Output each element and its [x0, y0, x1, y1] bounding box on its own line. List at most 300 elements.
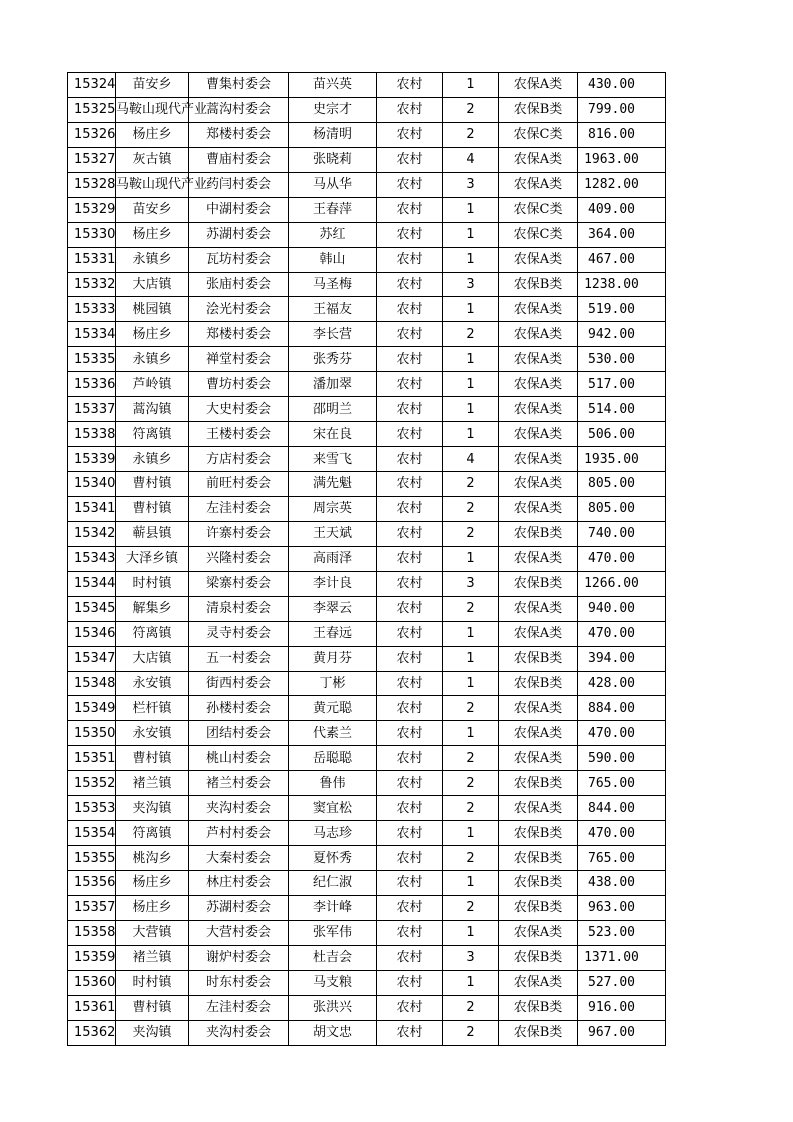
person-name-cell: 苗兴英 — [289, 73, 377, 98]
household-type-cell: 农村 — [377, 771, 443, 796]
member-count-cell: 2 — [443, 846, 499, 871]
village-committee-cell: 药闫村委会 — [189, 172, 289, 197]
record-id-cell: 15341 — [68, 496, 116, 521]
table-row — [68, 721, 666, 746]
member-count-cell: 1 — [443, 646, 499, 671]
insurance-category-cell: 农保A类 — [499, 796, 578, 821]
township-cell: 永安镇 — [116, 721, 189, 746]
table-row — [68, 496, 666, 521]
record-id-cell: 15351 — [68, 746, 116, 771]
household-type-cell: 农村 — [377, 895, 443, 920]
table-row — [68, 197, 666, 222]
household-type-cell: 农村 — [377, 73, 443, 98]
person-name-cell: 丁彬 — [289, 671, 377, 696]
amount-cell: 805.00 — [578, 472, 666, 497]
person-name-cell: 宋在良 — [289, 422, 377, 447]
township-cell: 曹村镇 — [116, 746, 189, 771]
amount-cell: 428.00 — [578, 671, 666, 696]
village-committee-cell: 蒿沟村委会 — [189, 97, 289, 122]
amount-cell: 523.00 — [578, 920, 666, 945]
table-row — [68, 297, 666, 322]
table-row — [68, 347, 666, 372]
township-cell: 永镇乡 — [116, 347, 189, 372]
village-committee-cell: 谢炉村委会 — [189, 945, 289, 970]
household-type-cell: 农村 — [377, 422, 443, 447]
record-id-cell: 15353 — [68, 796, 116, 821]
member-count-cell: 2 — [443, 97, 499, 122]
member-count-cell: 1 — [443, 247, 499, 272]
household-type-cell: 农村 — [377, 397, 443, 422]
table-row — [68, 73, 666, 98]
record-id-cell: 15350 — [68, 721, 116, 746]
insurance-category-cell: 农保C类 — [499, 197, 578, 222]
household-type-cell: 农村 — [377, 521, 443, 546]
insurance-category-cell: 农保A类 — [499, 496, 578, 521]
household-type-cell: 农村 — [377, 197, 443, 222]
village-committee-cell: 王楼村委会 — [189, 422, 289, 447]
person-name-cell: 张秀芬 — [289, 347, 377, 372]
record-id-cell: 15327 — [68, 147, 116, 172]
household-type-cell: 农村 — [377, 472, 443, 497]
table-row — [68, 247, 666, 272]
person-name-cell: 胡文忠 — [289, 1020, 377, 1045]
insurance-category-cell: 农保C类 — [499, 222, 578, 247]
insurance-category-cell: 农保B类 — [499, 521, 578, 546]
member-count-cell: 2 — [443, 521, 499, 546]
amount-cell: 430.00 — [578, 73, 666, 98]
record-id-cell: 15349 — [68, 696, 116, 721]
household-type-cell: 农村 — [377, 871, 443, 896]
table-row — [68, 771, 666, 796]
record-id-cell: 15334 — [68, 322, 116, 347]
person-name-cell: 马支粮 — [289, 970, 377, 995]
table-row — [68, 172, 666, 197]
person-name-cell: 李翠云 — [289, 596, 377, 621]
household-type-cell: 农村 — [377, 447, 443, 472]
village-committee-cell: 芦村村委会 — [189, 821, 289, 846]
record-id-cell: 15346 — [68, 621, 116, 646]
person-name-cell: 张军伟 — [289, 920, 377, 945]
village-committee-cell: 桃山村委会 — [189, 746, 289, 771]
person-name-cell: 马圣梅 — [289, 272, 377, 297]
insurance-category-cell: 农保A类 — [499, 596, 578, 621]
record-id-cell: 15332 — [68, 272, 116, 297]
person-name-cell: 史宗才 — [289, 97, 377, 122]
member-count-cell: 4 — [443, 447, 499, 472]
insurance-category-cell: 农保A类 — [499, 172, 578, 197]
township-cell: 符离镇 — [116, 621, 189, 646]
township-cell: 符离镇 — [116, 821, 189, 846]
township-cell: 芦岭镇 — [116, 372, 189, 397]
person-name-cell: 邵明兰 — [289, 397, 377, 422]
member-count-cell: 4 — [443, 147, 499, 172]
household-type-cell: 农村 — [377, 222, 443, 247]
record-id-cell: 15326 — [68, 122, 116, 147]
table-row — [68, 746, 666, 771]
record-id-cell: 15362 — [68, 1020, 116, 1045]
amount-cell: 527.00 — [578, 970, 666, 995]
household-type-cell: 农村 — [377, 945, 443, 970]
member-count-cell: 1 — [443, 546, 499, 571]
table-row — [68, 222, 666, 247]
insurance-category-cell: 农保A类 — [499, 247, 578, 272]
township-cell: 桃沟乡 — [116, 846, 189, 871]
table-row — [68, 821, 666, 846]
village-committee-cell: 许寨村委会 — [189, 521, 289, 546]
table-row — [68, 621, 666, 646]
insurance-category-cell: 农保B类 — [499, 771, 578, 796]
township-cell: 褚兰镇 — [116, 945, 189, 970]
village-committee-cell: 左洼村委会 — [189, 995, 289, 1020]
township-cell: 灰古镇 — [116, 147, 189, 172]
township-cell: 大营镇 — [116, 920, 189, 945]
township-cell: 桃园镇 — [116, 297, 189, 322]
village-committee-cell: 团结村委会 — [189, 721, 289, 746]
record-id-cell: 15335 — [68, 347, 116, 372]
township-cell: 夹沟镇 — [116, 1020, 189, 1045]
township-cell: 永镇乡 — [116, 247, 189, 272]
insurance-category-cell: 农保A类 — [499, 472, 578, 497]
amount-cell: 1282.00 — [578, 172, 666, 197]
member-count-cell: 1 — [443, 297, 499, 322]
person-name-cell: 李长营 — [289, 322, 377, 347]
household-type-cell: 农村 — [377, 970, 443, 995]
person-name-cell: 杨清明 — [289, 122, 377, 147]
household-type-cell: 农村 — [377, 122, 443, 147]
table-row — [68, 422, 666, 447]
record-id-cell: 15357 — [68, 895, 116, 920]
insurance-category-cell: 农保B类 — [499, 945, 578, 970]
insurance-category-cell: 农保B类 — [499, 846, 578, 871]
household-type-cell: 农村 — [377, 272, 443, 297]
amount-cell: 884.00 — [578, 696, 666, 721]
record-id-cell: 15336 — [68, 372, 116, 397]
table-row — [68, 397, 666, 422]
amount-cell: 438.00 — [578, 871, 666, 896]
village-committee-cell: 五一村委会 — [189, 646, 289, 671]
record-id-cell: 15352 — [68, 771, 116, 796]
member-count-cell: 2 — [443, 771, 499, 796]
household-type-cell: 农村 — [377, 322, 443, 347]
person-name-cell: 周宗英 — [289, 496, 377, 521]
insurance-category-cell: 农保B类 — [499, 895, 578, 920]
township-cell: 苗安乡 — [116, 197, 189, 222]
insurance-category-cell: 农保A类 — [499, 746, 578, 771]
record-id-cell: 15328 — [68, 172, 116, 197]
amount-cell: 740.00 — [578, 521, 666, 546]
township-cell: 夹沟镇 — [116, 796, 189, 821]
record-id-cell: 15361 — [68, 995, 116, 1020]
amount-cell: 765.00 — [578, 771, 666, 796]
household-type-cell: 农村 — [377, 97, 443, 122]
record-id-cell: 15347 — [68, 646, 116, 671]
insurance-category-cell: 农保A类 — [499, 397, 578, 422]
village-committee-cell: 梁寨村委会 — [189, 571, 289, 596]
table-row — [68, 447, 666, 472]
member-count-cell: 1 — [443, 970, 499, 995]
village-committee-cell: 禅堂村委会 — [189, 347, 289, 372]
member-count-cell: 2 — [443, 472, 499, 497]
member-count-cell: 3 — [443, 571, 499, 596]
household-type-cell: 农村 — [377, 147, 443, 172]
village-committee-cell: 灵寺村委会 — [189, 621, 289, 646]
household-type-cell: 农村 — [377, 1020, 443, 1045]
insurance-category-cell: 农保A类 — [499, 73, 578, 98]
insurance-category-cell: 农保B类 — [499, 272, 578, 297]
insurance-category-cell: 农保A类 — [499, 147, 578, 172]
table-row — [68, 546, 666, 571]
insurance-category-cell: 农保A类 — [499, 621, 578, 646]
member-count-cell: 2 — [443, 596, 499, 621]
record-id-cell: 15344 — [68, 571, 116, 596]
insurance-category-cell: 农保A类 — [499, 696, 578, 721]
household-type-cell: 农村 — [377, 746, 443, 771]
village-committee-cell: 曹集村委会 — [189, 73, 289, 98]
township-cell: 曹村镇 — [116, 995, 189, 1020]
record-id-cell: 15342 — [68, 521, 116, 546]
record-id-cell: 15339 — [68, 447, 116, 472]
insurance-category-cell: 农保B类 — [499, 646, 578, 671]
township-cell: 时村镇 — [116, 970, 189, 995]
household-type-cell: 农村 — [377, 621, 443, 646]
township-cell: 曹村镇 — [116, 496, 189, 521]
village-committee-cell: 中湖村委会 — [189, 197, 289, 222]
amount-cell: 470.00 — [578, 621, 666, 646]
township-cell: 杨庄乡 — [116, 895, 189, 920]
household-type-cell: 农村 — [377, 571, 443, 596]
amount-cell: 765.00 — [578, 846, 666, 871]
amount-cell: 967.00 — [578, 1020, 666, 1045]
household-type-cell: 农村 — [377, 846, 443, 871]
household-type-cell: 农村 — [377, 372, 443, 397]
record-id-cell: 15354 — [68, 821, 116, 846]
amount-cell: 530.00 — [578, 347, 666, 372]
member-count-cell: 1 — [443, 671, 499, 696]
table-row — [68, 322, 666, 347]
table-row — [68, 970, 666, 995]
household-type-cell: 农村 — [377, 596, 443, 621]
person-name-cell: 岳聪聪 — [289, 746, 377, 771]
member-count-cell: 2 — [443, 496, 499, 521]
person-name-cell: 黄月芬 — [289, 646, 377, 671]
record-id-cell: 15355 — [68, 846, 116, 871]
township-cell: 永镇乡 — [116, 447, 189, 472]
amount-cell: 1371.00 — [578, 945, 666, 970]
village-committee-cell: 夹沟村委会 — [189, 1020, 289, 1045]
person-name-cell: 鲁伟 — [289, 771, 377, 796]
amount-cell: 470.00 — [578, 821, 666, 846]
amount-cell: 394.00 — [578, 646, 666, 671]
insurance-category-cell: 农保B类 — [499, 995, 578, 1020]
table-row — [68, 596, 666, 621]
insurance-category-cell: 农保A类 — [499, 422, 578, 447]
village-committee-cell: 瓦坊村委会 — [189, 247, 289, 272]
township-cell: 苗安乡 — [116, 73, 189, 98]
record-id-cell: 15358 — [68, 920, 116, 945]
record-id-cell: 15360 — [68, 970, 116, 995]
village-committee-cell: 兴隆村委会 — [189, 546, 289, 571]
record-id-cell: 15325 — [68, 97, 116, 122]
amount-cell: 942.00 — [578, 322, 666, 347]
village-committee-cell: 苏湖村委会 — [189, 895, 289, 920]
household-type-cell: 农村 — [377, 247, 443, 272]
table-row — [68, 646, 666, 671]
table-row — [68, 671, 666, 696]
household-type-cell: 农村 — [377, 920, 443, 945]
person-name-cell: 代素兰 — [289, 721, 377, 746]
person-name-cell: 潘加翠 — [289, 372, 377, 397]
person-name-cell: 满先魁 — [289, 472, 377, 497]
member-count-cell: 1 — [443, 372, 499, 397]
township-cell: 马鞍山现代产业 — [116, 172, 189, 197]
person-name-cell: 王福友 — [289, 297, 377, 322]
person-name-cell: 窦宜松 — [289, 796, 377, 821]
insurance-category-cell: 农保A类 — [499, 920, 578, 945]
person-name-cell: 纪仁淑 — [289, 871, 377, 896]
member-count-cell: 2 — [443, 895, 499, 920]
township-cell: 大店镇 — [116, 272, 189, 297]
township-cell: 时村镇 — [116, 571, 189, 596]
insurance-category-cell: 农保B类 — [499, 671, 578, 696]
person-name-cell: 张洪兴 — [289, 995, 377, 1020]
record-id-cell: 15338 — [68, 422, 116, 447]
person-name-cell: 韩山 — [289, 247, 377, 272]
person-name-cell: 马从华 — [289, 172, 377, 197]
amount-cell: 1935.00 — [578, 447, 666, 472]
table-row — [68, 995, 666, 1020]
insurance-category-cell: 农保B类 — [499, 871, 578, 896]
village-committee-cell: 时东村委会 — [189, 970, 289, 995]
insurance-category-cell: 农保B类 — [499, 571, 578, 596]
person-name-cell: 黄元聪 — [289, 696, 377, 721]
amount-cell: 1266.00 — [578, 571, 666, 596]
person-name-cell: 来雪飞 — [289, 447, 377, 472]
household-type-cell: 农村 — [377, 821, 443, 846]
insurance-category-cell: 农保A类 — [499, 970, 578, 995]
table-row — [68, 571, 666, 596]
member-count-cell: 3 — [443, 272, 499, 297]
member-count-cell: 1 — [443, 721, 499, 746]
village-committee-cell: 林庄村委会 — [189, 871, 289, 896]
village-committee-cell: 曹坊村委会 — [189, 372, 289, 397]
insurance-category-cell: 农保B类 — [499, 821, 578, 846]
amount-cell: 940.00 — [578, 596, 666, 621]
person-name-cell: 杜吉会 — [289, 945, 377, 970]
record-id-cell: 15356 — [68, 871, 116, 896]
person-name-cell: 王春萍 — [289, 197, 377, 222]
household-type-cell: 农村 — [377, 721, 443, 746]
table-row — [68, 846, 666, 871]
table-row — [68, 920, 666, 945]
member-count-cell: 2 — [443, 322, 499, 347]
records-table — [67, 72, 666, 1046]
member-count-cell: 1 — [443, 821, 499, 846]
insurance-category-cell: 农保A类 — [499, 297, 578, 322]
person-name-cell: 李计良 — [289, 571, 377, 596]
household-type-cell: 农村 — [377, 696, 443, 721]
record-id-cell: 15333 — [68, 297, 116, 322]
person-name-cell: 苏红 — [289, 222, 377, 247]
amount-cell: 590.00 — [578, 746, 666, 771]
amount-cell: 514.00 — [578, 397, 666, 422]
record-id-cell: 15324 — [68, 73, 116, 98]
village-committee-cell: 大营村委会 — [189, 920, 289, 945]
table-row — [68, 871, 666, 896]
record-id-cell: 15340 — [68, 472, 116, 497]
person-name-cell: 张晓莉 — [289, 147, 377, 172]
township-cell: 曹村镇 — [116, 472, 189, 497]
amount-cell: 467.00 — [578, 247, 666, 272]
member-count-cell: 1 — [443, 222, 499, 247]
insurance-category-cell: 农保B类 — [499, 1020, 578, 1045]
amount-cell: 916.00 — [578, 995, 666, 1020]
amount-cell: 506.00 — [578, 422, 666, 447]
member-count-cell: 2 — [443, 1020, 499, 1045]
village-committee-cell: 褚兰村委会 — [189, 771, 289, 796]
village-committee-cell: 大秦村委会 — [189, 846, 289, 871]
record-id-cell: 15359 — [68, 945, 116, 970]
person-name-cell: 马志珍 — [289, 821, 377, 846]
household-type-cell: 农村 — [377, 995, 443, 1020]
member-count-cell: 1 — [443, 397, 499, 422]
record-id-cell: 15343 — [68, 546, 116, 571]
household-type-cell: 农村 — [377, 172, 443, 197]
table-row — [68, 945, 666, 970]
table-row — [68, 521, 666, 546]
person-name-cell: 夏怀秀 — [289, 846, 377, 871]
household-type-cell: 农村 — [377, 546, 443, 571]
table-row — [68, 272, 666, 297]
household-type-cell: 农村 — [377, 796, 443, 821]
village-committee-cell: 曹庙村委会 — [189, 147, 289, 172]
insurance-category-cell: 农保A类 — [499, 721, 578, 746]
village-committee-cell: 大史村委会 — [189, 397, 289, 422]
village-committee-cell: 孙楼村委会 — [189, 696, 289, 721]
township-cell: 杨庄乡 — [116, 122, 189, 147]
amount-cell: 519.00 — [578, 297, 666, 322]
records-table-body — [68, 73, 666, 1046]
township-cell: 杨庄乡 — [116, 322, 189, 347]
household-type-cell: 农村 — [377, 671, 443, 696]
amount-cell: 805.00 — [578, 496, 666, 521]
village-committee-cell: 左洼村委会 — [189, 496, 289, 521]
township-cell: 大店镇 — [116, 646, 189, 671]
township-cell: 栏杆镇 — [116, 696, 189, 721]
insurance-category-cell: 农保A类 — [499, 546, 578, 571]
village-committee-cell: 郑楼村委会 — [189, 322, 289, 347]
household-type-cell: 农村 — [377, 347, 443, 372]
insurance-category-cell: 农保B类 — [499, 97, 578, 122]
township-cell: 大泽乡镇 — [116, 546, 189, 571]
township-cell: 蒿沟镇 — [116, 397, 189, 422]
village-committee-cell: 方店村委会 — [189, 447, 289, 472]
amount-cell: 1238.00 — [578, 272, 666, 297]
record-id-cell: 15330 — [68, 222, 116, 247]
table-row — [68, 895, 666, 920]
member-count-cell: 3 — [443, 172, 499, 197]
township-cell: 蕲县镇 — [116, 521, 189, 546]
township-cell: 解集乡 — [116, 596, 189, 621]
township-cell: 杨庄乡 — [116, 871, 189, 896]
member-count-cell: 2 — [443, 122, 499, 147]
amount-cell: 1963.00 — [578, 147, 666, 172]
member-count-cell: 1 — [443, 621, 499, 646]
household-type-cell: 农村 — [377, 496, 443, 521]
table-row — [68, 147, 666, 172]
amount-cell: 470.00 — [578, 721, 666, 746]
amount-cell: 963.00 — [578, 895, 666, 920]
insurance-category-cell: 农保A类 — [499, 347, 578, 372]
